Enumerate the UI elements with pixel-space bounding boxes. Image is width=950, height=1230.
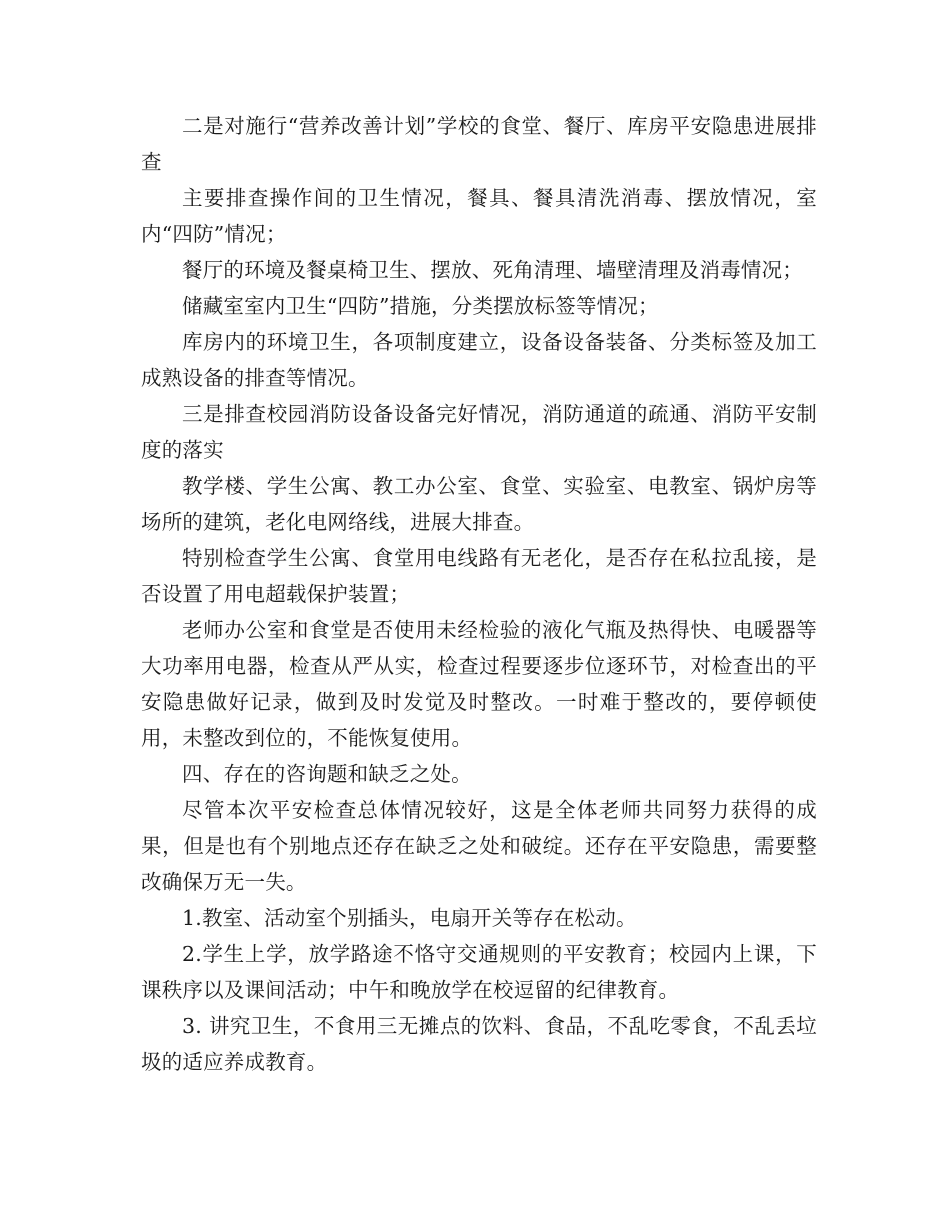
document-body <box>141 108 817 1080</box>
paragraph-5: 库房内的环境卫生，各项制度建立，设备设备装备、分类标签及加工成熟设备的排查等情况。 <box>141 330 817 390</box>
paragraph-11: 尽管本次平安检查总体情况较好，这是全体老师共同努力获得的成果，但是也有个别地点还存在缺乏之处和破绽。还存在平安隐患，需要整改确保万无一失。 <box>141 798 817 894</box>
paragraph-4: 储藏室室内卫生“四防”措施，分类摆放标签等情况； <box>182 294 659 318</box>
paragraph-7: 教学楼、学生公寓、教工办公室、食堂、实验室、电教室、锅炉房等场所的建筑，老化电网络线，进展大排查。 <box>141 474 817 534</box>
list-item-2: 2.学生上学，放学路途不恪守交通规则的平安教育；校园内上课，下课秩序以及课间活动；中午和晚放学在校逗留的纪律教育。 <box>141 942 817 1002</box>
list-item-1: 1.教室、活动室个别插头，电扇开关等存在松动。 <box>182 906 637 930</box>
paragraph-6: 三是排查校园消防设备设备完好情况，消防通道的疏通、消防平安制度的落实 <box>141 402 817 462</box>
section-heading-4: 四、存在的咨询题和缺乏之处。 <box>182 762 472 786</box>
paragraph-1: 二是对施行“营养改善计划”学校的食堂、餐厅、库房平安隐患进展排查 <box>141 114 817 174</box>
paragraph-3: 餐厅的环境及餐桌椅卫生、摆放、死角清理、墙壁清理及消毒情况； <box>182 258 803 282</box>
list-item-3: 3. 讲究卫生，不食用三无摊点的饮料、食品，不乱吃零食，不乱丢垃圾的适应养成教育。 <box>141 1014 817 1074</box>
paragraph-8: 特别检查学生公寓、食堂用电线路有无老化，是否存在私拉乱接，是否设置了用电超载保护装置； <box>141 546 817 606</box>
paragraph-2: 主要排查操作间的卫生情况，餐具、餐具清洗消毒、摆放情况，室内“四防”情况； <box>141 186 817 246</box>
paragraph-9: 老师办公室和食堂是否使用未经检验的液化气瓶及热得快、电暖器等大功率用电器，检查从严从实，检查过程要逐步位逐环节，对检查出的平安隐患做好记录，做到及时发觉及时整改。一时难于整改的，要停顿使用，未整改到位的，不能恢复使用。 <box>141 618 817 750</box>
